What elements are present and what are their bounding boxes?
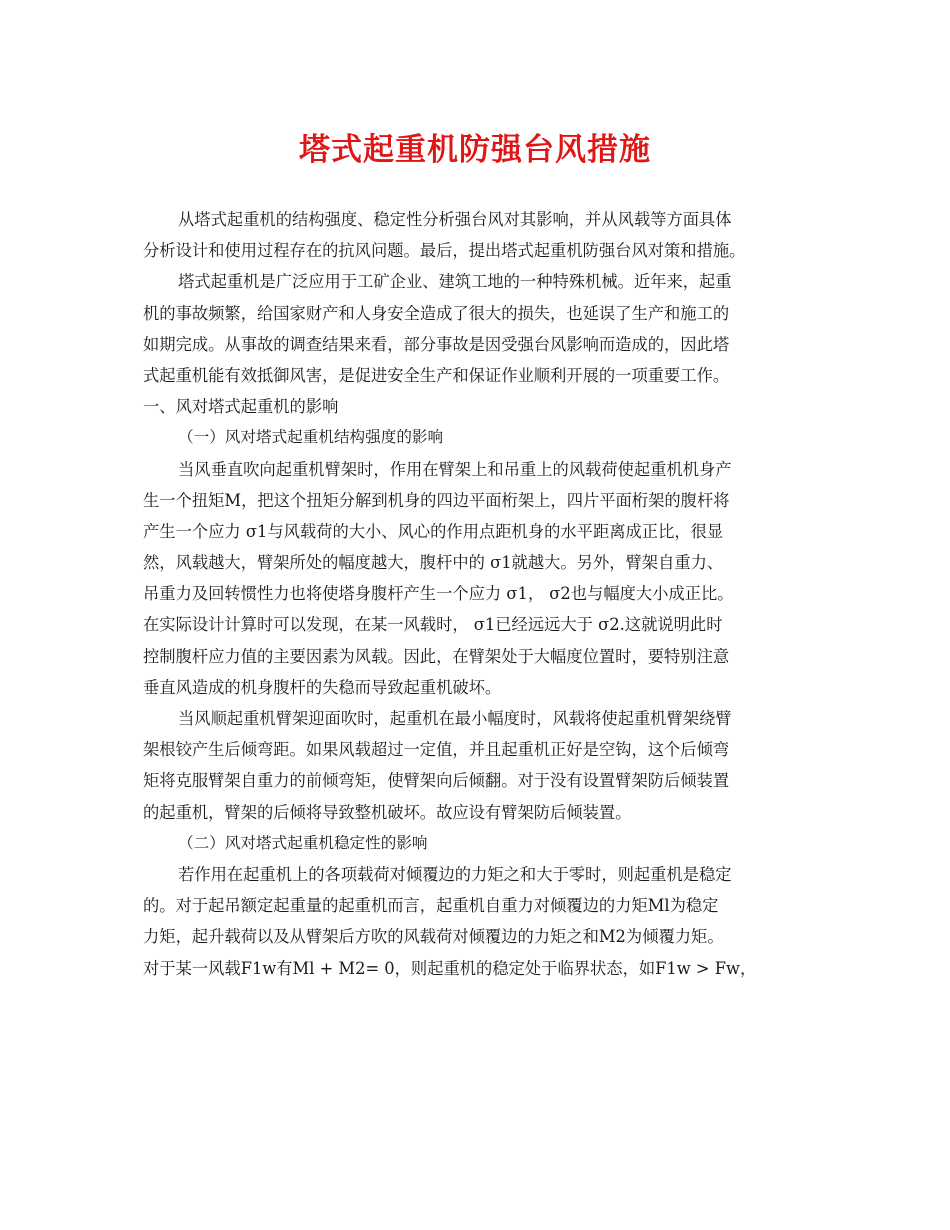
text-line: 的。对于起吊额定起重量的起重机而言，起重机自重力对倾覆边的力矩Ml为稳定 — [143, 896, 719, 916]
text-line: 在实际设计计算时可以发现，在某一风载时， σ1已经远远大于 σ2.这就说明此时 — [143, 615, 723, 635]
text-line: 架根铰产生后倾弯距。如果风载超过一定值，并且起重机正好是空钩，这个后倾弯 — [143, 740, 730, 760]
text-line: 式起重机能有效抵御风害，是促进安全生产和保证作业顺利开展的一项重要工作。 — [143, 365, 730, 385]
text-line: 矩将克服臂架自重力的前倾弯矩，使臂架向后倾翻。对于没有设置臂架防后倾装置 — [143, 771, 730, 791]
subsection-heading: （二）风对塔式起重机稳定性的影响 — [178, 833, 428, 852]
document-title: 塔式起重机防强台风措施 — [299, 132, 651, 168]
text-line: 然，风载越大，臂架所处的幅度越大，腹杆中的 σ1就越大。另外，臂架自重力、 — [143, 553, 724, 573]
document-body — [143, 204, 825, 984]
text-line: 机的事故频繁，给国家财产和人身安全造成了很大的损失，也延误了生产和施工的 — [143, 303, 730, 323]
text-line: 分析设计和使用过程存在的抗风问题。最后，提出塔式起重机防强台风对策和措施。 — [143, 241, 746, 261]
paragraph-first-line: 塔式起重机是广泛应用于工矿企业、建筑工地的一种特殊机械。近年来，起重 — [178, 272, 732, 292]
section-heading: 一、风对塔式起重机的影响 — [143, 397, 339, 417]
text-line: 产生一个应力 σ1与风载荷的大小、风心的作用点距机身的水平距离成正比，很显 — [143, 521, 724, 541]
text-line: 吊重力及回转惯性力也将使塔身腹杆产生一个应力 σ1， σ2也与幅度大小成正比。 — [143, 584, 734, 604]
text-line: 垂直风造成的机身腹杆的失稳而导致起重机破坏。 — [143, 677, 502, 697]
text-line: 控制腹杆应力值的主要因素为风载。因此，在臂架处于大幅度位置时，要特别注意 — [143, 646, 730, 666]
paragraph-first-line: 当风顺起重机臂架迎面吹时，起重机在最小幅度时，风载将使起重机臂架绕臂 — [178, 709, 732, 728]
text-line: 力矩，起升载荷以及从臂架后方吹的风载荷对倾覆边的力矩之和M2为倾覆力矩。 — [143, 927, 724, 947]
text-line: 对于某一风载F1w有Ml + M2= 0，则起重机的稳定处于临界状态，如F1w > Fw， — [143, 958, 757, 978]
paragraph-first-line: 当风垂直吹向起重机臂架时，作用在臂架上和吊重上的风载荷使起重机机身产 — [178, 459, 732, 479]
text-line: 生一个扭矩M，把这个扭矩分解到机身的四边平面桁架上，四片平面桁架的腹杆将 — [143, 490, 730, 510]
text-line: 如期完成。从事故的调查结果来看，部分事故是因受强台风影响而造成的，因此塔 — [143, 334, 730, 354]
subsection-heading: （一）风对塔式起重机结构强度的影响 — [178, 428, 444, 447]
paragraph-first-line: 若作用在起重机上的各项载荷对倾覆边的力矩之和大于零时，则起重机是稳定 — [178, 864, 732, 884]
text-line: 的起重机，臂架的后倾将导致整机破坏。故应设有臂架防后倾装置。 — [143, 802, 632, 822]
paragraph-first-line: 从塔式起重机的结构强度、稳定性分析强台风对其影响，并从风载等方面具体 — [178, 210, 732, 229]
